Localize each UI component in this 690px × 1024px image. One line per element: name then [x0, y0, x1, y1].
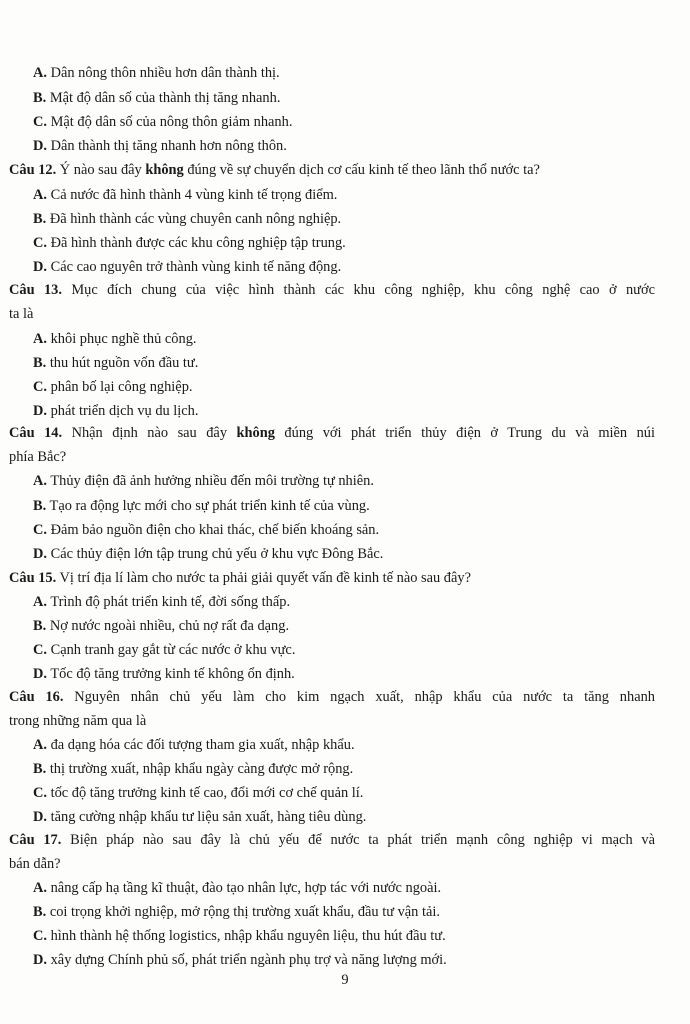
- q13-option-b: B. thu hút nguồn vốn đầu tư.: [33, 355, 199, 371]
- q13-stem-line2: ta là: [9, 306, 34, 322]
- q15-option-c: C. Cạnh tranh gay gắt từ các nước ở khu vực.: [33, 642, 296, 658]
- q17-option-b: B. coi trọng khởi nghiệp, mở rộng thị trường xuất khẩu, đầu tư vận tải.: [33, 904, 440, 920]
- q14-option-c: C. Đảm bảo nguồn điện cho khai thác, chế biến khoáng sản.: [33, 522, 380, 538]
- q17-option-c: C. hình thành hệ thống logistics, nhập khẩu nguyên liệu, thu hút đầu tư.: [33, 928, 446, 944]
- q12-option-c: C. Đã hình thành được các khu công nghiệp tập trung.: [33, 235, 346, 251]
- q11-option-b: B. Mật độ dân số của thành thị tăng nhanh.: [33, 90, 281, 106]
- q12-option-a: A. Cả nước đã hình thành 4 vùng kinh tế trọng điểm.: [33, 187, 338, 203]
- q17-option-a: A. nâng cấp hạ tầng kĩ thuật, đào tạo nhân lực, hợp tác với nước ngoài.: [33, 880, 442, 896]
- q16-option-c: C. tốc độ tăng trưởng kinh tế cao, đổi mới cơ chế quản lí.: [33, 785, 364, 801]
- q14-option-a: A. Thủy điện đã ảnh hưởng nhiều đến môi trường tự nhiên.: [33, 473, 374, 489]
- q17-stem-line1: Câu 17. Biện pháp nào sau đây là chủ yếu để nước ta phát triển mạnh công nghiệp vi mạch và: [9, 832, 655, 848]
- q16-option-a: A. đa dạng hóa các đối tượng tham gia xuất, nhập khẩu.: [33, 737, 355, 753]
- q14-stem-line2: phía Bắc?: [9, 449, 67, 465]
- q11-option-d: D. Dân thành thị tăng nhanh hơn nông thôn.: [33, 138, 287, 154]
- q12-option-b: B. Đã hình thành các vùng chuyên canh nông nghiệp.: [33, 211, 342, 227]
- q16-option-b: B. thị trường xuất, nhập khẩu ngày càng được mở rộng.: [33, 761, 354, 777]
- q15-option-a: A. Trình độ phát triển kinh tế, đời sống thấp.: [33, 594, 291, 610]
- q11-option-a: A. Dân nông thôn nhiều hơn dân thành thị.: [33, 65, 280, 81]
- q15-option-b: B. Nợ nước ngoài nhiều, chủ nợ rất đa dạng.: [33, 618, 290, 634]
- q13-option-d: D. phát triển dịch vụ du lịch.: [33, 403, 199, 419]
- q17-option-d: D. xây dựng Chính phủ số, phát triển ngành phụ trợ và năng lượng mới.: [33, 952, 447, 968]
- q16-stem-line2: trong những năm qua là: [9, 713, 147, 729]
- q16-stem-line1: Câu 16. Nguyên nhân chủ yếu làm cho kim ngạch xuất, nhập khẩu của nước ta tăng nhanh: [9, 689, 655, 705]
- q17-stem-line2: bán dẫn?: [9, 856, 61, 872]
- q12-stem: Câu 12. Ý nào sau đây không đúng về sự chuyển dịch cơ cấu kinh tế theo lãnh thổ nước ta?: [9, 162, 540, 178]
- q13-option-a: A. khôi phục nghề thủ công.: [33, 331, 197, 347]
- q15-option-d: D. Tốc độ tăng trưởng kinh tế không ổn định.: [33, 666, 295, 682]
- q14-stem-line1: Câu 14. Nhận định nào sau đây không đúng với phát triển thủy điện ở Trung du và miền núi: [9, 425, 655, 441]
- q13-option-c: C. phân bố lại công nghiệp.: [33, 379, 193, 395]
- q14-option-b: B. Tạo ra động lực mới cho sự phát triển kinh tế của vùng.: [33, 498, 370, 514]
- q11-option-c: C. Mật độ dân số của nông thôn giảm nhanh.: [33, 114, 293, 130]
- page-number: 9: [341, 972, 349, 988]
- q13-stem-line1: Câu 13. Mục đích chung của việc hình thành các khu công nghiệp, khu công nghệ cao ở nước: [9, 282, 655, 298]
- q15-stem: Câu 15. Vị trí địa lí làm cho nước ta phải giải quyết vấn đề kinh tế nào sau đây?: [9, 570, 471, 586]
- q12-option-d: D. Các cao nguyên trở thành vùng kinh tế năng động.: [33, 259, 342, 275]
- q14-option-d: D. Các thủy điện lớn tập trung chủ yếu ở khu vực Đông Bắc.: [33, 546, 384, 562]
- q16-option-d: D. tăng cường nhập khẩu tư liệu sản xuất, hàng tiêu dùng.: [33, 809, 367, 825]
